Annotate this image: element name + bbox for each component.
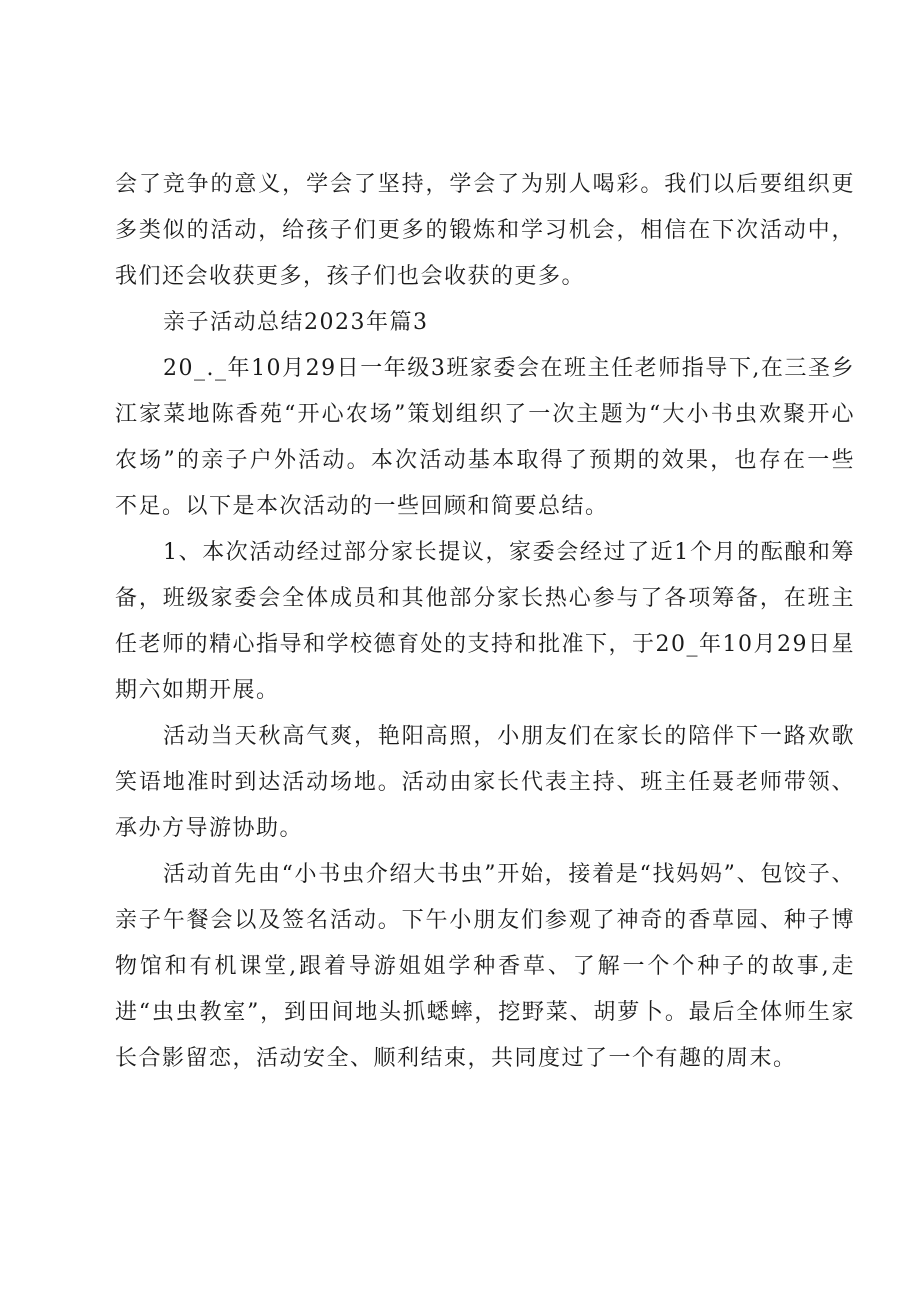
paragraph-weather: 活动当天秋高气爽，艳阳高照，小朋友们在家长的陪伴下一路欢歌笑语地准时到达活动场地。活动由家长代表主持、班主任聂老师带领、承办方导游协助。 xyxy=(115,724,855,841)
paragraph-point-1: 1、本次活动经过部分家长提议，家委会经过了近1个月的酝酿和筹备，班级家委会全体成员和其他部分家长热心参与了各项筹备，在班主任老师的精心指导和学校德育处的支持和批准下，于20_年10月29日星期六如期开展。 xyxy=(115,540,855,703)
section-heading: 亲子活动总结2023年篇3 xyxy=(163,310,429,335)
paragraph-continuation: 会了竞争的意义，学会了坚持，学会了为别人喝彩。我们以后要组织更多类似的活动，给孩子们更多的锻炼和学习机会，相信在下次活动中，我们还会收获更多，孩子们也会收获的更多。 xyxy=(115,172,855,289)
paragraph-activities: 活动首先由“小书虫介绍大书虫”开始，接着是“找妈妈”、包饺子、亲子午餐会以及签名活动。下午小朋友们参观了神奇的香草园、种子博物馆和有机课堂,跟着导游姐姐学种香草、了解一个个种子的故事,走进“虫虫教室”，到田间地头抓蟋蟀，挖野菜、胡萝卜。最后全体师生家长合影留恋，活动安全、顺利结束，共同度过了一个有趣的周末。 xyxy=(115,862,855,1071)
paragraph-intro: 20_._年10月29日一年级3班家委会在班主任老师指导下,在三圣乡江家菜地陈香苑“开心农场”策划组织了一次主题为“大小书虫欢聚开心农场”的亲子户外活动。本次活动基本取得了预期的效果，也存在一些不足。以下是本次活动的一些回顾和简要总结。 xyxy=(115,356,855,519)
document-body xyxy=(115,162,855,1082)
